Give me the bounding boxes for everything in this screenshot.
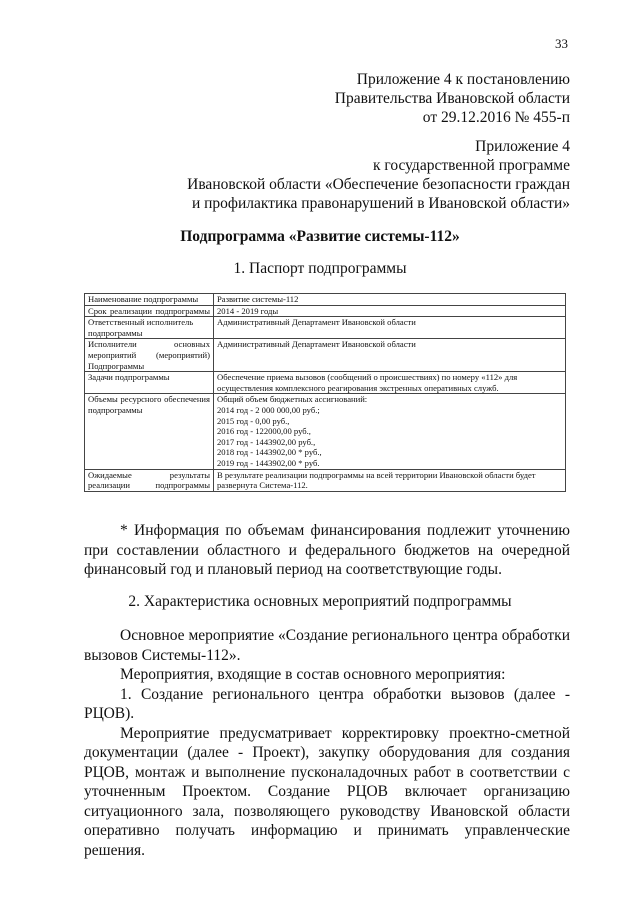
row-value: Административный Департамент Ивановской области — [214, 339, 566, 372]
passport-table — [84, 293, 566, 492]
row-value: Административный Департамент Ивановской области — [214, 317, 566, 339]
funding-line: 2015 год - 0,00 руб., — [217, 415, 290, 426]
row-label: Объемы ресурсного обеспечения подпрограммы — [85, 394, 214, 469]
row-label: Исполнители основных мероприятий (мероприятий) Подпрограммы — [85, 339, 214, 372]
table-row — [85, 469, 566, 491]
row-label: Ответственный исполнитель подпрограммы — [85, 317, 214, 339]
funding-line: Общий объем бюджетных ассигнований: — [217, 394, 368, 405]
annex-header — [335, 70, 570, 127]
row-label: Срок реализации подпрограммы — [85, 305, 214, 317]
paragraph: Мероприятия, входящие в состав основного мероприятия: — [120, 666, 506, 683]
row-value: Обеспечение приема вызовов (сообщений о происшествиях) по номеру «112» для осуществления комплексного реагирования экстренных оперативных служб. — [214, 372, 566, 394]
annex-header-line: Правительства Ивановской области — [334, 90, 570, 107]
row-value: 2014 - 2019 годы — [214, 305, 566, 317]
funding-line: 2014 год - 2 000 000,00 руб.; — [217, 404, 320, 415]
table-row — [85, 372, 566, 394]
funding-line: 2016 год - 122000,00 руб., — [217, 426, 311, 437]
row-value: Развитие системы-112 — [214, 294, 566, 306]
funding-note-block — [84, 521, 570, 580]
table-row — [85, 394, 566, 469]
row-label: Ожидаемые результаты реализации подпрограммы — [85, 469, 214, 491]
annex-program — [187, 137, 570, 213]
table-row — [85, 294, 566, 306]
annex-program-line: и профилактика правонарушений в Ивановской области» — [191, 195, 570, 212]
table-row — [85, 317, 566, 339]
funding-line: 2018 год - 1443902,00 * руб., — [217, 447, 322, 458]
annex-header-line: от 29.12.2016 № 455-п — [422, 109, 570, 126]
row-label: Наименование подпрограммы — [85, 294, 214, 306]
paragraph: 1. Создание регионального центра обработки вызовов (далее - РЦОВ). — [84, 685, 570, 722]
row-value: В результате реализации подпрограммы на всей территории Ивановской области будет развернута Система-112. — [214, 469, 566, 491]
section1-heading: 1. Паспорт подпрограммы — [233, 260, 407, 277]
row-value — [214, 394, 566, 469]
funding-note: * Информация по объемам финансирования подлежит уточнению при составлении областного и федерального бюджетов на очередной финансовый год и плановый период на соответствующие годы. — [84, 522, 570, 578]
annex-program-line: Приложение 4 — [475, 138, 570, 155]
annex-header-line: Приложение 4 к постановлению — [356, 71, 570, 88]
row-label: Задачи подпрограммы — [85, 372, 214, 394]
table-row — [85, 305, 566, 317]
main-text — [84, 626, 570, 860]
annex-program-line: Ивановской области «Обеспечение безопасности граждан — [187, 176, 570, 193]
paragraph: Основное мероприятие «Создание регионального центра обработки вызовов Системы-112». — [84, 627, 570, 664]
funding-line: 2019 год - 1443902,00 * руб. — [217, 457, 320, 468]
page-number: 33 — [555, 36, 568, 51]
table-row — [85, 339, 566, 372]
funding-line: 2017 год - 1443902,00 руб., — [217, 436, 316, 447]
annex-program-line: к государственной программе — [372, 157, 570, 174]
subprogram-title: Подпрограмма «Развитие системы-112» — [180, 228, 460, 245]
paragraph: Мероприятие предусматривает корректировку проектно-сметной документации (далее - Проект), закупку оборудования для создания РЦОВ, монтаж и выполнение пусконаладочных работ в соответствии с уточненным Проектом. Создание РЦОВ включает организацию ситуационного зала, позволяющего руководству Ивановской области оперативно получать информацию и принимать управленческие решения. — [84, 724, 570, 859]
section2-heading: 2. Характеристика основных мероприятий подпрограммы — [128, 593, 512, 610]
